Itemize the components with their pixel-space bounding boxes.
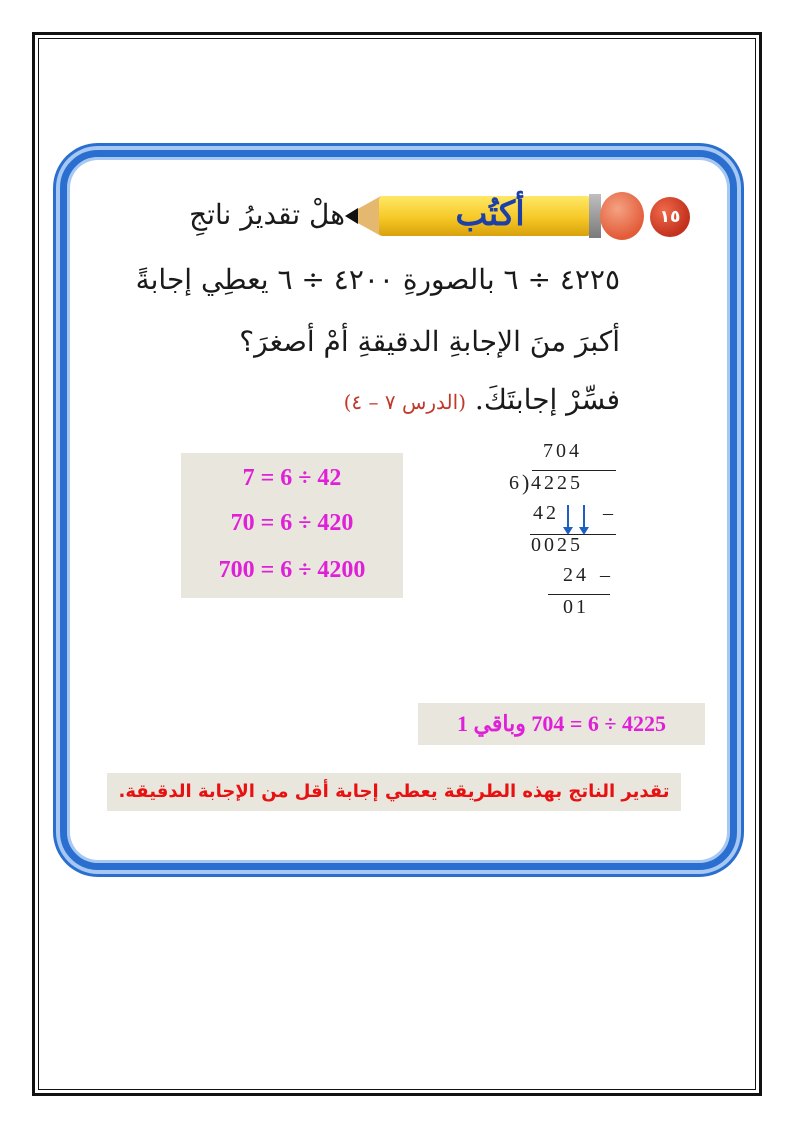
- answer-text: 4225 ÷ 6 = 704 وباقي 1: [457, 711, 666, 736]
- partial-dividend: 0025: [531, 534, 583, 556]
- question-line-3: أكبرَ منَ الإجابةِ الدقيقةِ أمْ أصغرَ؟: [239, 325, 620, 358]
- quotient: 704: [543, 440, 582, 462]
- exercise-number-badge: ١٥: [650, 197, 690, 237]
- pencil-eraser: [600, 192, 644, 240]
- equation-2: 70 = 6 ÷ 420: [230, 510, 354, 536]
- equation-3: 700 = 6 ÷ 4200: [218, 557, 366, 583]
- pencil-lead: [345, 208, 358, 224]
- question-title: هلْ تقديرُ ناتجِ: [189, 198, 345, 231]
- question-line-2: ٤٢٢٥ ÷ ٦ بالصورةِ ٤٢٠٠ ÷ ٦ يعطِي إجابةً: [135, 263, 620, 296]
- equation-1: 7 = 6 ÷ 42: [242, 465, 342, 491]
- question-line-4: [344, 383, 620, 416]
- remainder: 01: [563, 596, 589, 618]
- minus-sign-2: –: [600, 564, 613, 586]
- explain-text: فسِّرْ إجابتَكَ.: [474, 383, 620, 416]
- subtract-step-2: 24: [563, 564, 589, 586]
- division-bracket: ): [522, 470, 530, 495]
- estimation-equations-box: [181, 453, 403, 598]
- subtract-step-1: 42: [533, 502, 559, 524]
- divisor: 6: [509, 472, 522, 494]
- write-label: أكتُب: [455, 194, 525, 234]
- lesson-reference: (الدرس ٧ – ٤): [343, 390, 467, 414]
- conclusion-text: تقدير الناتج بهذه الطريقة يعطي إجابة أقل من الإجابة الدقيقة.: [118, 781, 670, 802]
- conclusion-box: [107, 773, 681, 811]
- pencil-icon: [345, 188, 643, 244]
- minus-sign-1: –: [603, 502, 616, 524]
- subtraction-line-2: [548, 594, 610, 595]
- dividend: 4225: [531, 472, 583, 494]
- division-bar: [532, 470, 616, 471]
- answer-box: [418, 703, 705, 745]
